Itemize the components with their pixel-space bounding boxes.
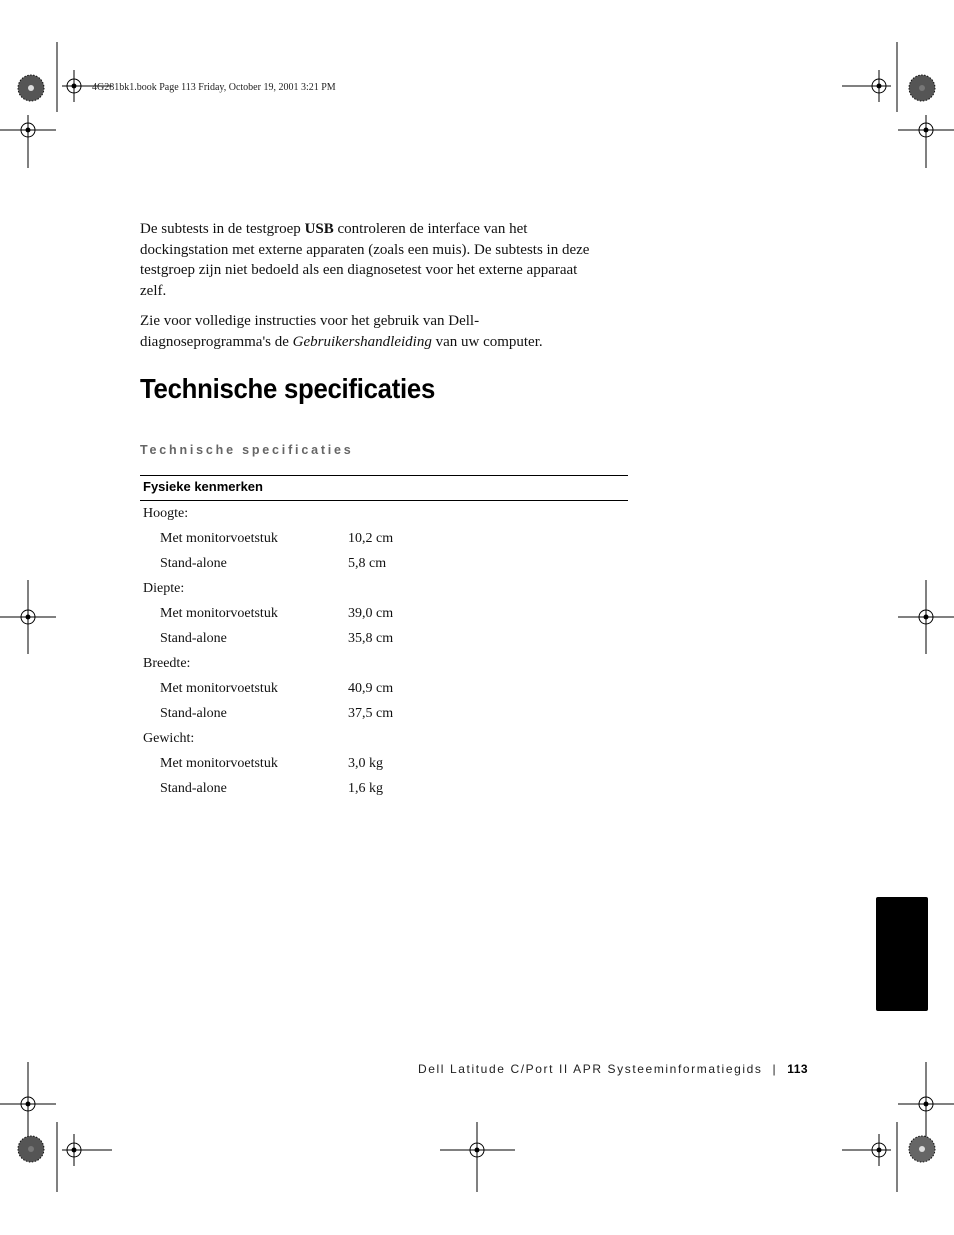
table-section-header: Fysieke kenmerken (140, 475, 628, 501)
intro-text (140, 219, 600, 362)
row-label: Stand-alone (160, 556, 227, 571)
table-row (140, 626, 628, 651)
table-row (140, 676, 628, 701)
row-label: Met monitorvoetstuk (160, 756, 278, 771)
row-value: 3,0 kg (348, 756, 383, 771)
row-label: Stand-alone (160, 631, 227, 646)
table-caption: Technische specificaties (140, 443, 354, 457)
table-row (140, 701, 628, 726)
row-label: Hoogte: (143, 506, 189, 521)
section-heading: Technische specificaties (140, 373, 436, 404)
intro-p2-text-cont: van uw computer. (431, 333, 543, 350)
page-number: 113 (787, 1062, 809, 1076)
row-label: Met monitorvoetstuk (160, 606, 278, 621)
table-row (140, 501, 628, 526)
table-row (140, 751, 628, 776)
row-label: Met monitorvoetstuk (160, 681, 278, 696)
row-value: 10,2 cm (348, 531, 394, 546)
usb-term: USB (304, 221, 334, 237)
row-label: Diepte: (143, 581, 185, 596)
row-label: Breedte: (143, 656, 191, 671)
chapter-thumb-tab (876, 897, 928, 1011)
table-row (140, 776, 628, 801)
intro-p2-text: Zie voor volledige instructies voor het gebruik van Dell-diagnoseprogramma's de (140, 313, 480, 350)
row-label: Stand-alone (160, 706, 227, 721)
row-value: 37,5 cm (348, 706, 394, 721)
row-label: Gewicht: (143, 731, 195, 746)
table-row (140, 651, 628, 676)
table-row (140, 576, 628, 601)
intro-p1-text-cont: controleren de interface van het dockingstation met externe apparaten (zoals een muis). De subtests in deze testgroep zijn niet bedoeld als een diagnosetest voor het externe apparaat zelf. (140, 221, 590, 299)
intro-paragraph-2 (140, 311, 600, 352)
manual-reference: Gebruikershandleiding (292, 333, 432, 350)
print-header: 4G281bk1.book Page 113 Friday, October 19, 2001 3:21 PM (92, 82, 336, 93)
footer-separator: | (772, 1062, 778, 1076)
intro-p1-text: De subtests in de testgroep (140, 221, 305, 237)
page-footer (418, 1062, 808, 1076)
intro-paragraph-1 (140, 219, 600, 301)
spec-table (140, 475, 628, 801)
row-value: 35,8 cm (348, 631, 394, 646)
table-row (140, 601, 628, 626)
footer-title: Dell Latitude C/Port II APR Systeeminformatiegids (418, 1062, 763, 1076)
row-value: 39,0 cm (348, 606, 394, 621)
row-label: Met monitorvoetstuk (160, 531, 278, 546)
row-label: Stand-alone (160, 781, 227, 796)
table-row (140, 551, 628, 576)
row-value: 1,6 kg (348, 781, 383, 796)
table-row (140, 526, 628, 551)
table-row (140, 726, 628, 751)
row-value: 40,9 cm (348, 681, 394, 696)
row-value: 5,8 cm (348, 556, 387, 571)
